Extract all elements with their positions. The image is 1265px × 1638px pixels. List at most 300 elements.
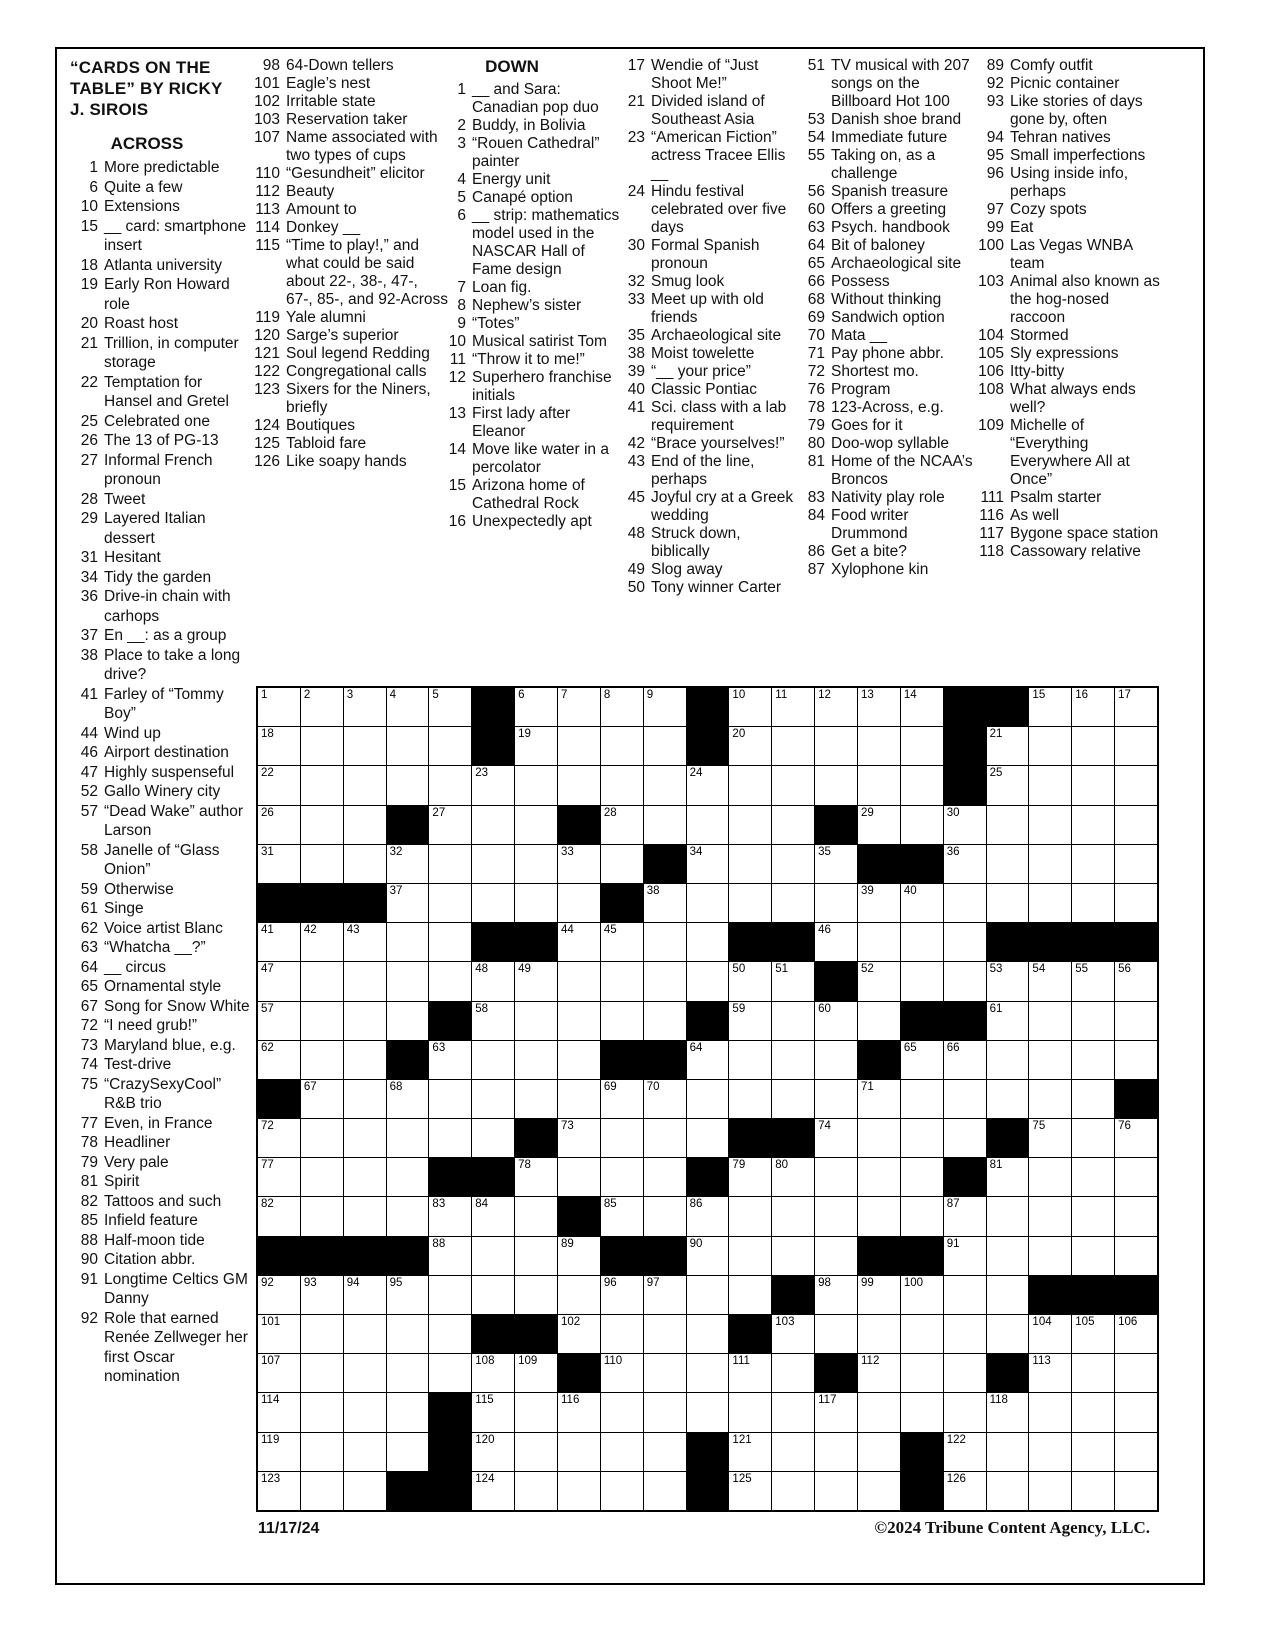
grid-cell[interactable]	[901, 884, 943, 922]
grid-cell[interactable]	[601, 1433, 643, 1471]
grid-cell[interactable]	[258, 1315, 300, 1353]
grid-cell[interactable]	[258, 1433, 300, 1471]
grid-cell[interactable]	[729, 806, 771, 844]
grid-cell[interactable]	[901, 1041, 943, 1079]
grid-cell[interactable]	[301, 1197, 343, 1235]
grid-cell[interactable]	[429, 1354, 471, 1392]
grid-cell[interactable]	[772, 962, 814, 1000]
grid-cell[interactable]	[987, 727, 1029, 765]
grid-cell[interactable]	[558, 1433, 600, 1471]
grid-cell[interactable]	[729, 1237, 771, 1275]
grid-cell[interactable]	[472, 1237, 514, 1275]
grid-cell[interactable]	[429, 845, 471, 883]
grid-cell[interactable]	[644, 688, 686, 726]
grid-cell[interactable]	[644, 1002, 686, 1040]
grid-cell[interactable]	[1029, 845, 1071, 883]
grid-cell[interactable]	[472, 1119, 514, 1157]
grid-cell[interactable]	[944, 1433, 986, 1471]
grid-cell[interactable]	[944, 1354, 986, 1392]
grid-cell[interactable]	[1029, 1354, 1071, 1392]
grid-cell[interactable]	[858, 1393, 900, 1431]
grid-cell[interactable]	[387, 1276, 429, 1314]
grid-cell[interactable]	[601, 806, 643, 844]
grid-cell[interactable]	[644, 766, 686, 804]
grid-cell[interactable]	[344, 962, 386, 1000]
grid-cell[interactable]	[858, 1433, 900, 1471]
grid-cell[interactable]	[644, 727, 686, 765]
grid-cell[interactable]	[1115, 1315, 1157, 1353]
grid-cell[interactable]	[601, 688, 643, 726]
grid-cell[interactable]	[687, 845, 729, 883]
grid-cell[interactable]	[601, 1472, 643, 1510]
grid-cell[interactable]	[387, 1002, 429, 1040]
grid-cell[interactable]	[558, 688, 600, 726]
grid-cell[interactable]	[729, 962, 771, 1000]
grid-cell[interactable]	[601, 1354, 643, 1392]
grid-cell[interactable]	[944, 1080, 986, 1118]
grid-cell[interactable]	[815, 727, 857, 765]
grid-cell[interactable]	[429, 1276, 471, 1314]
grid-cell[interactable]	[558, 727, 600, 765]
grid-cell[interactable]	[515, 884, 557, 922]
grid-cell[interactable]	[687, 1354, 729, 1392]
grid-cell[interactable]	[301, 766, 343, 804]
grid-cell[interactable]	[687, 1197, 729, 1235]
grid-cell[interactable]	[1029, 1002, 1071, 1040]
grid-cell[interactable]	[901, 688, 943, 726]
grid-cell[interactable]	[1072, 727, 1114, 765]
grid-cell[interactable]	[472, 1393, 514, 1431]
grid-cell[interactable]	[815, 1197, 857, 1235]
grid-cell[interactable]	[815, 1158, 857, 1196]
grid-cell[interactable]	[258, 1472, 300, 1510]
grid-cell[interactable]	[301, 1472, 343, 1510]
grid-cell[interactable]	[772, 1237, 814, 1275]
grid-cell[interactable]	[687, 923, 729, 961]
grid-cell[interactable]	[858, 1354, 900, 1392]
grid-cell[interactable]	[729, 1041, 771, 1079]
grid-cell[interactable]	[987, 1237, 1029, 1275]
grid-cell[interactable]	[515, 962, 557, 1000]
grid-cell[interactable]	[1029, 962, 1071, 1000]
grid-cell[interactable]	[301, 1315, 343, 1353]
grid-cell[interactable]	[601, 923, 643, 961]
grid-cell[interactable]	[429, 1080, 471, 1118]
grid-cell[interactable]	[258, 923, 300, 961]
grid-cell[interactable]	[1029, 766, 1071, 804]
grid-cell[interactable]	[258, 727, 300, 765]
grid-cell[interactable]	[601, 1002, 643, 1040]
grid-cell[interactable]	[344, 1354, 386, 1392]
grid-cell[interactable]	[1072, 1433, 1114, 1471]
grid-cell[interactable]	[1029, 1158, 1071, 1196]
grid-cell[interactable]	[644, 1393, 686, 1431]
grid-cell[interactable]	[472, 806, 514, 844]
grid-cell[interactable]	[815, 1276, 857, 1314]
grid-cell[interactable]	[644, 1433, 686, 1471]
grid-cell[interactable]	[815, 1393, 857, 1431]
grid-cell[interactable]	[472, 845, 514, 883]
grid-cell[interactable]	[729, 1080, 771, 1118]
grid-cell[interactable]	[515, 1433, 557, 1471]
grid-cell[interactable]	[1072, 1472, 1114, 1510]
grid-cell[interactable]	[515, 1276, 557, 1314]
grid-cell[interactable]	[1072, 1197, 1114, 1235]
grid-cell[interactable]	[1072, 1315, 1114, 1353]
grid-cell[interactable]	[558, 1276, 600, 1314]
grid-cell[interactable]	[558, 766, 600, 804]
grid-cell[interactable]	[387, 962, 429, 1000]
grid-cell[interactable]	[429, 1041, 471, 1079]
grid-cell[interactable]	[344, 1119, 386, 1157]
grid-cell[interactable]	[944, 1237, 986, 1275]
grid-cell[interactable]	[558, 962, 600, 1000]
grid-cell[interactable]	[515, 1237, 557, 1275]
grid-cell[interactable]	[644, 1315, 686, 1353]
grid-cell[interactable]	[944, 962, 986, 1000]
grid-cell[interactable]	[301, 806, 343, 844]
grid-cell[interactable]	[987, 1393, 1029, 1431]
grid-cell[interactable]	[344, 1433, 386, 1471]
grid-cell[interactable]	[472, 1276, 514, 1314]
grid-cell[interactable]	[987, 766, 1029, 804]
grid-cell[interactable]	[301, 923, 343, 961]
grid-cell[interactable]	[344, 1080, 386, 1118]
grid-cell[interactable]	[944, 923, 986, 961]
grid-cell[interactable]	[987, 1041, 1029, 1079]
grid-cell[interactable]	[258, 962, 300, 1000]
grid-cell[interactable]	[515, 1472, 557, 1510]
grid-cell[interactable]	[558, 845, 600, 883]
grid-cell[interactable]	[944, 884, 986, 922]
grid-cell[interactable]	[944, 845, 986, 883]
grid-cell[interactable]	[387, 845, 429, 883]
grid-cell[interactable]	[901, 1315, 943, 1353]
grid-cell[interactable]	[772, 884, 814, 922]
grid-cell[interactable]	[344, 1002, 386, 1040]
grid-cell[interactable]	[387, 1080, 429, 1118]
grid-cell[interactable]	[301, 1276, 343, 1314]
grid-cell[interactable]	[987, 806, 1029, 844]
grid-cell[interactable]	[772, 806, 814, 844]
grid-cell[interactable]	[1029, 1197, 1071, 1235]
grid-cell[interactable]	[644, 1158, 686, 1196]
grid-cell[interactable]	[515, 1002, 557, 1040]
grid-cell[interactable]	[772, 1433, 814, 1471]
grid-cell[interactable]	[301, 1433, 343, 1471]
grid-cell[interactable]	[644, 884, 686, 922]
grid-cell[interactable]	[1115, 1002, 1157, 1040]
grid-cell[interactable]	[1072, 1002, 1114, 1040]
grid-cell[interactable]	[815, 1080, 857, 1118]
grid-cell[interactable]	[944, 1276, 986, 1314]
grid-cell[interactable]	[1072, 884, 1114, 922]
grid-cell[interactable]	[944, 1119, 986, 1157]
grid-cell[interactable]	[515, 1041, 557, 1079]
grid-cell[interactable]	[901, 1119, 943, 1157]
grid-cell[interactable]	[901, 1080, 943, 1118]
grid-cell[interactable]	[1072, 1119, 1114, 1157]
grid-cell[interactable]	[815, 1315, 857, 1353]
grid-cell[interactable]	[1115, 1119, 1157, 1157]
grid-cell[interactable]	[558, 1237, 600, 1275]
grid-cell[interactable]	[429, 1197, 471, 1235]
grid-cell[interactable]	[987, 1276, 1029, 1314]
grid-cell[interactable]	[1072, 845, 1114, 883]
grid-cell[interactable]	[387, 1119, 429, 1157]
grid-cell[interactable]	[472, 1002, 514, 1040]
grid-cell[interactable]	[772, 1393, 814, 1431]
grid-cell[interactable]	[987, 1315, 1029, 1353]
grid-cell[interactable]	[644, 806, 686, 844]
grid-cell[interactable]	[472, 766, 514, 804]
grid-cell[interactable]	[772, 1158, 814, 1196]
grid-cell[interactable]	[1029, 884, 1071, 922]
grid-cell[interactable]	[429, 1237, 471, 1275]
grid-cell[interactable]	[858, 1158, 900, 1196]
grid-cell[interactable]	[258, 1393, 300, 1431]
grid-cell[interactable]	[858, 727, 900, 765]
grid-cell[interactable]	[1029, 1041, 1071, 1079]
grid-cell[interactable]	[1072, 1158, 1114, 1196]
grid-cell[interactable]	[687, 1276, 729, 1314]
grid-cell[interactable]	[944, 806, 986, 844]
grid-cell[interactable]	[729, 1433, 771, 1471]
grid-cell[interactable]	[901, 1393, 943, 1431]
grid-cell[interactable]	[1115, 1158, 1157, 1196]
grid-cell[interactable]	[301, 1080, 343, 1118]
grid-cell[interactable]	[515, 806, 557, 844]
grid-cell[interactable]	[1029, 1393, 1071, 1431]
grid-cell[interactable]	[858, 1119, 900, 1157]
grid-cell[interactable]	[858, 1002, 900, 1040]
grid-cell[interactable]	[1115, 1472, 1157, 1510]
grid-cell[interactable]	[772, 688, 814, 726]
grid-cell[interactable]	[1115, 845, 1157, 883]
grid-cell[interactable]	[515, 688, 557, 726]
grid-cell[interactable]	[772, 727, 814, 765]
grid-cell[interactable]	[1115, 1433, 1157, 1471]
grid-cell[interactable]	[687, 1119, 729, 1157]
grid-cell[interactable]	[729, 884, 771, 922]
grid-cell[interactable]	[1072, 806, 1114, 844]
grid-cell[interactable]	[301, 962, 343, 1000]
grid-cell[interactable]	[901, 1276, 943, 1314]
grid-cell[interactable]	[344, 806, 386, 844]
grid-cell[interactable]	[987, 1080, 1029, 1118]
grid-cell[interactable]	[858, 884, 900, 922]
grid-cell[interactable]	[558, 1002, 600, 1040]
grid-cell[interactable]	[258, 688, 300, 726]
grid-cell[interactable]	[772, 766, 814, 804]
grid-cell[interactable]	[815, 766, 857, 804]
grid-cell[interactable]	[301, 845, 343, 883]
grid-cell[interactable]	[429, 1119, 471, 1157]
grid-cell[interactable]	[515, 766, 557, 804]
grid-cell[interactable]	[472, 1472, 514, 1510]
grid-cell[interactable]	[944, 1315, 986, 1353]
grid-cell[interactable]	[558, 1158, 600, 1196]
grid-cell[interactable]	[429, 766, 471, 804]
grid-cell[interactable]	[772, 1080, 814, 1118]
grid-cell[interactable]	[729, 727, 771, 765]
grid-cell[interactable]	[858, 923, 900, 961]
grid-cell[interactable]	[387, 688, 429, 726]
grid-cell[interactable]	[1115, 1197, 1157, 1235]
grid-cell[interactable]	[258, 766, 300, 804]
grid-cell[interactable]	[1029, 727, 1071, 765]
grid-cell[interactable]	[901, 962, 943, 1000]
grid-cell[interactable]	[1072, 1041, 1114, 1079]
grid-cell[interactable]	[301, 1393, 343, 1431]
grid-cell[interactable]	[815, 1119, 857, 1157]
grid-cell[interactable]	[344, 923, 386, 961]
grid-cell[interactable]	[729, 1197, 771, 1235]
grid-cell[interactable]	[301, 1354, 343, 1392]
grid-cell[interactable]	[387, 1393, 429, 1431]
grid-cell[interactable]	[429, 727, 471, 765]
grid-cell[interactable]	[601, 1393, 643, 1431]
grid-cell[interactable]	[1115, 1393, 1157, 1431]
grid-cell[interactable]	[1115, 806, 1157, 844]
grid-cell[interactable]	[729, 1354, 771, 1392]
grid-cell[interactable]	[772, 1197, 814, 1235]
grid-cell[interactable]	[472, 1041, 514, 1079]
grid-cell[interactable]	[687, 1041, 729, 1079]
grid-cell[interactable]	[601, 1315, 643, 1353]
grid-cell[interactable]	[387, 1433, 429, 1471]
grid-cell[interactable]	[687, 1080, 729, 1118]
grid-cell[interactable]	[644, 923, 686, 961]
grid-cell[interactable]	[387, 923, 429, 961]
grid-cell[interactable]	[944, 1472, 986, 1510]
grid-cell[interactable]	[515, 1354, 557, 1392]
grid-cell[interactable]	[687, 1393, 729, 1431]
grid-cell[interactable]	[901, 1158, 943, 1196]
grid-cell[interactable]	[901, 727, 943, 765]
grid-cell[interactable]	[601, 1158, 643, 1196]
grid-cell[interactable]	[344, 1472, 386, 1510]
grid-cell[interactable]	[258, 1276, 300, 1314]
grid-cell[interactable]	[1115, 1041, 1157, 1079]
grid-cell[interactable]	[644, 962, 686, 1000]
grid-cell[interactable]	[1115, 1354, 1157, 1392]
grid-cell[interactable]	[344, 688, 386, 726]
grid-cell[interactable]	[901, 1197, 943, 1235]
grid-cell[interactable]	[515, 1197, 557, 1235]
grid-cell[interactable]	[1072, 1080, 1114, 1118]
grid-cell[interactable]	[387, 727, 429, 765]
grid-cell[interactable]	[601, 1080, 643, 1118]
grid-cell[interactable]	[1029, 1080, 1071, 1118]
grid-cell[interactable]	[987, 1472, 1029, 1510]
grid-cell[interactable]	[644, 1276, 686, 1314]
grid-cell[interactable]	[515, 845, 557, 883]
grid-cell[interactable]	[987, 1197, 1029, 1235]
grid-cell[interactable]	[558, 1315, 600, 1353]
grid-cell[interactable]	[858, 688, 900, 726]
grid-cell[interactable]	[729, 688, 771, 726]
grid-cell[interactable]	[644, 1119, 686, 1157]
grid-cell[interactable]	[858, 1472, 900, 1510]
grid-cell[interactable]	[944, 1197, 986, 1235]
grid-cell[interactable]	[1029, 1433, 1071, 1471]
grid-cell[interactable]	[687, 766, 729, 804]
grid-cell[interactable]	[1072, 962, 1114, 1000]
grid-cell[interactable]	[1072, 1354, 1114, 1392]
grid-cell[interactable]	[344, 727, 386, 765]
grid-cell[interactable]	[515, 1158, 557, 1196]
grid-cell[interactable]	[815, 688, 857, 726]
grid-cell[interactable]	[772, 1354, 814, 1392]
grid-cell[interactable]	[344, 1315, 386, 1353]
grid-cell[interactable]	[987, 845, 1029, 883]
grid-cell[interactable]	[387, 1354, 429, 1392]
grid-cell[interactable]	[301, 1041, 343, 1079]
grid-cell[interactable]	[601, 962, 643, 1000]
grid-cell[interactable]	[1029, 688, 1071, 726]
grid-cell[interactable]	[901, 766, 943, 804]
grid-cell[interactable]	[687, 1315, 729, 1353]
grid-cell[interactable]	[644, 1472, 686, 1510]
grid-cell[interactable]	[1115, 1237, 1157, 1275]
grid-cell[interactable]	[1072, 1393, 1114, 1431]
grid-cell[interactable]	[344, 1158, 386, 1196]
grid-cell[interactable]	[429, 923, 471, 961]
grid-cell[interactable]	[729, 766, 771, 804]
grid-cell[interactable]	[472, 1197, 514, 1235]
grid-cell[interactable]	[301, 1002, 343, 1040]
grid-cell[interactable]	[687, 806, 729, 844]
grid-cell[interactable]	[472, 1080, 514, 1118]
grid-cell[interactable]	[429, 962, 471, 1000]
grid-cell[interactable]	[515, 1080, 557, 1118]
grid-cell[interactable]	[944, 1041, 986, 1079]
grid-cell[interactable]	[815, 884, 857, 922]
grid-cell[interactable]	[858, 806, 900, 844]
grid-cell[interactable]	[558, 1472, 600, 1510]
grid-cell[interactable]	[1072, 688, 1114, 726]
grid-cell[interactable]	[429, 884, 471, 922]
grid-cell[interactable]	[687, 962, 729, 1000]
grid-cell[interactable]	[687, 1237, 729, 1275]
grid-cell[interactable]	[558, 884, 600, 922]
grid-cell[interactable]	[601, 1276, 643, 1314]
grid-cell[interactable]	[815, 1433, 857, 1471]
grid-cell[interactable]	[258, 845, 300, 883]
grid-cell[interactable]	[301, 1158, 343, 1196]
grid-cell[interactable]	[1115, 962, 1157, 1000]
grid-cell[interactable]	[858, 766, 900, 804]
grid-cell[interactable]	[429, 688, 471, 726]
grid-cell[interactable]	[558, 923, 600, 961]
grid-cell[interactable]	[858, 962, 900, 1000]
grid-cell[interactable]	[858, 1315, 900, 1353]
grid-cell[interactable]	[429, 1315, 471, 1353]
grid-cell[interactable]	[1029, 806, 1071, 844]
grid-cell[interactable]	[558, 1041, 600, 1079]
grid-cell[interactable]	[558, 1119, 600, 1157]
grid-cell[interactable]	[772, 1315, 814, 1353]
grid-cell[interactable]	[815, 845, 857, 883]
grid-cell[interactable]	[301, 1119, 343, 1157]
grid-cell[interactable]	[429, 806, 471, 844]
grid-cell[interactable]	[815, 1472, 857, 1510]
grid-cell[interactable]	[729, 1472, 771, 1510]
grid-cell[interactable]	[987, 884, 1029, 922]
grid-cell[interactable]	[1072, 766, 1114, 804]
grid-cell[interactable]	[815, 1002, 857, 1040]
